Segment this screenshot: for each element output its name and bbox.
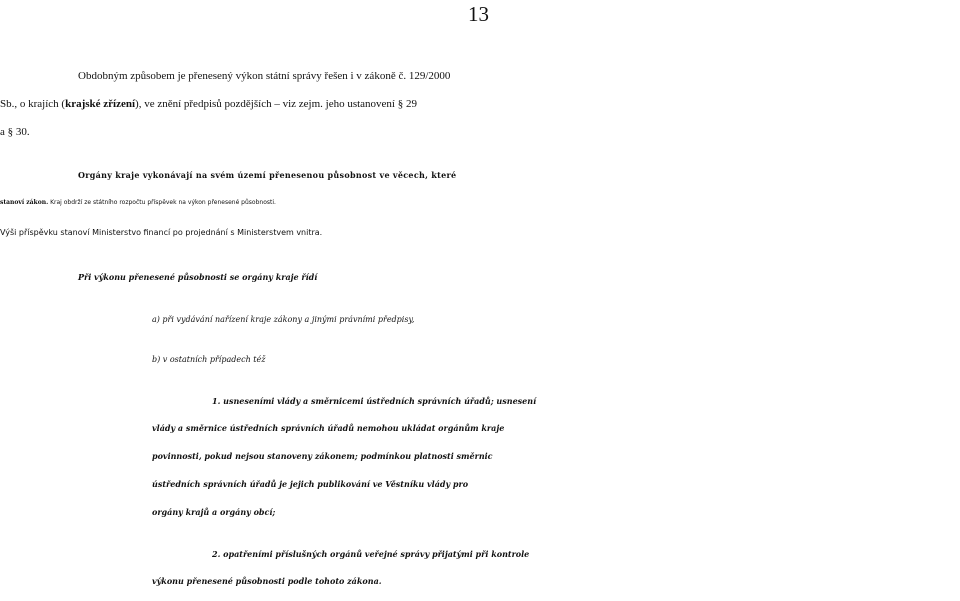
para3-sub1-line5: orgány krajů a orgány obcí; xyxy=(152,507,276,517)
para3-item-a: a) při vydávání nařízení kraje zákony a jinými právními předpisy, xyxy=(152,315,415,324)
para1-line2-start: Sb., o krajích ( xyxy=(0,98,66,110)
para3-sub1-line3: povinnosti, pokud nejsou stanoveny zákonem; podmínkou platnosti směrnic xyxy=(152,451,493,461)
para2-line2 xyxy=(0,199,960,206)
para2-line2-rest: Kraj obdrží ze státního rozpočtu příspěvek na výkon přenesené působnosti. xyxy=(48,199,276,206)
para3-sub1-line1: 1. usneseními vlády a směrnicemi ústředních správních úřadů; usnesení xyxy=(212,396,537,406)
para3-sub1-line4: ústředních správních úřadů je jejich publikování ve Věstníku vlády pro xyxy=(152,479,469,489)
para3-heading: Při výkonu přenesené působnosti se orgány kraje řídí xyxy=(78,272,318,282)
para1-line2-end: ), ve znění předpisů pozdějších – viz zejm. jeho ustanovení § 29 xyxy=(135,98,417,110)
para1-bold-term: krajské zřízení xyxy=(65,98,136,110)
page-number: 13 xyxy=(468,2,489,26)
para3-sub2-line1: 2. opatřeními příslušných orgánů veřejné správy přijatými při kontrole xyxy=(212,549,530,559)
para2-line3: Výši příspěvku stanoví Ministerstvo financí po projednání s Ministerstvem vnitra. xyxy=(0,228,323,237)
para3-item-b: b) v ostatních případech též xyxy=(152,355,266,364)
para1-line1: Obdobným způsobem je přenesený výkon státní správy řešen i v zákoně č. 129/2000 xyxy=(78,70,451,82)
para1-line3: a § 30. xyxy=(0,126,30,138)
para1-line2 xyxy=(0,98,960,110)
para2-bold-term: stanoví zákon. xyxy=(0,199,49,206)
para3-sub2-line2: výkonu přenesené působnosti podle tohoto zákona. xyxy=(152,576,382,586)
para2-line1: Orgány kraje vykonávají na svém území přenesenou působnost ve věcech, které xyxy=(78,170,457,180)
para3-sub1-line2: vlády a směrnice ústředních správních úřadů nemohou ukládat orgánům kraje xyxy=(152,423,505,433)
